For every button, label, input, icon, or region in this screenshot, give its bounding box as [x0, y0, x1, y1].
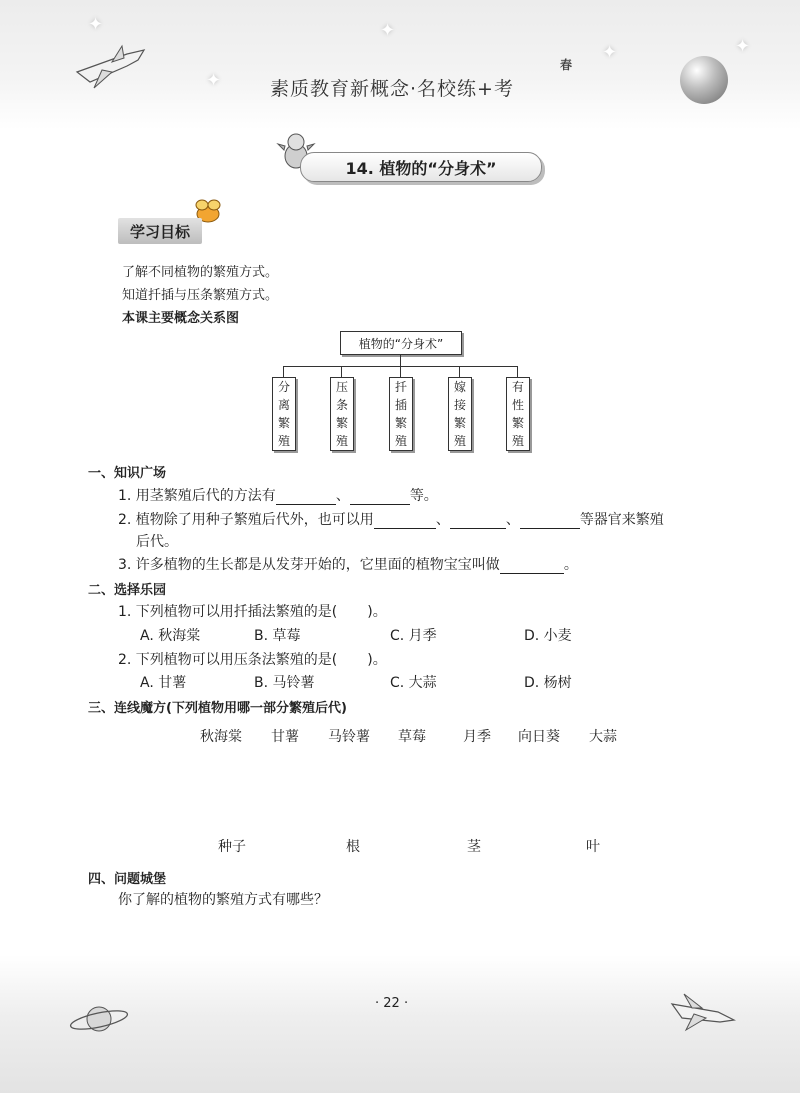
section-heading: 四、问题城堡 — [88, 872, 167, 887]
header-title: 素质教育新概念·名校练+考 — [270, 78, 514, 100]
separator: 、 — [505, 512, 520, 528]
option[interactable]: A. 秋海棠 — [140, 628, 201, 644]
space-shuttle-icon — [668, 990, 740, 1034]
answer-blank[interactable] — [450, 514, 506, 529]
goal-item: 了解不同植物的繁殖方式。 — [122, 265, 279, 280]
plant-item[interactable]: 秋海棠 — [200, 729, 242, 745]
page-number: · 22 · — [375, 996, 409, 1011]
plant-item[interactable]: 月季 — [463, 729, 491, 745]
plant-item[interactable]: 向日葵 — [518, 729, 560, 745]
option[interactable]: D. 小麦 — [524, 628, 572, 644]
plant-part-item[interactable]: 叶 — [586, 839, 600, 855]
answer-blank[interactable] — [374, 514, 436, 529]
connector-line — [341, 366, 342, 377]
connector-line — [400, 354, 401, 366]
planet-icon — [68, 1002, 130, 1036]
open-question: 你了解的植物的繁殖方式有哪些？ — [118, 892, 328, 908]
space-shuttle-icon — [72, 42, 152, 92]
question-text: 1. 用茎繁殖后代的方法有 — [118, 488, 276, 504]
separator: 、 — [335, 488, 350, 504]
star-icon: ✦ — [735, 36, 751, 57]
question-1-2 — [118, 509, 664, 529]
star-icon: ✦ — [206, 70, 222, 91]
question-1-3 — [118, 554, 578, 574]
learning-goals-tag: 学习目标 — [118, 218, 202, 244]
concept-map-leaf: 扦插繁殖 — [389, 377, 413, 451]
star-icon: ✦ — [602, 42, 618, 63]
star-icon: ✦ — [380, 20, 396, 41]
globe-icon — [680, 56, 728, 104]
option[interactable]: C. 大蒜 — [390, 675, 437, 691]
connector-line — [400, 366, 401, 377]
connector-line — [517, 366, 518, 377]
plant-item[interactable]: 马铃薯 — [328, 729, 370, 745]
answer-blank[interactable] — [520, 514, 580, 529]
option[interactable]: C. 月季 — [390, 628, 437, 644]
plant-item[interactable]: 大蒜 — [589, 729, 617, 745]
option[interactable]: A. 甘薯 — [140, 675, 187, 691]
answer-blank[interactable] — [500, 559, 564, 574]
question-1-1 — [118, 485, 438, 505]
question-1-2-cont: 后代。 — [136, 534, 178, 550]
question-text: 2. 下列植物可以用压条法繁殖的是( — [118, 652, 338, 668]
question-2-1 — [118, 601, 387, 621]
separator: 、 — [435, 512, 450, 528]
star-icon: ✦ — [88, 14, 104, 35]
concept-map-leaf: 有性繁殖 — [506, 377, 530, 451]
question-text: 等器官来繁殖 — [579, 512, 664, 528]
option[interactable]: B. 草莓 — [254, 628, 301, 644]
question-text: 1. 下列植物可以用扦插法繁殖的是( — [118, 604, 338, 620]
option[interactable]: D. 杨树 — [524, 675, 572, 691]
concept-map-leaf: 分离繁殖 — [272, 377, 296, 451]
question-text: 等。 — [409, 488, 438, 504]
plant-part-item[interactable]: 茎 — [467, 839, 481, 855]
plant-part-item[interactable]: 种子 — [218, 839, 246, 855]
plant-item[interactable]: 甘薯 — [271, 729, 299, 745]
connector-line — [459, 366, 460, 377]
question-2-2 — [118, 649, 387, 669]
question-text: )。 — [367, 652, 387, 668]
concept-map-leaf: 压条繁殖 — [330, 377, 354, 451]
answer-blank[interactable] — [276, 490, 336, 505]
connector-line — [283, 366, 284, 377]
plant-part-item[interactable]: 根 — [346, 839, 360, 855]
question-text: 。 — [563, 557, 578, 573]
question-text: 3. 许多植物的生长都是从发芽开始的，它里面的植物宝宝叫做 — [118, 557, 500, 573]
concept-map-root: 植物的“分身术” — [340, 331, 462, 355]
concept-map-title: 本课主要概念关系图 — [122, 311, 240, 326]
concept-map-leaf: 嫁接繁殖 — [448, 377, 472, 451]
answer-blank[interactable] — [350, 490, 410, 505]
section-heading: 二、选择乐园 — [88, 583, 167, 598]
lesson-title: 14. 植物的“分身术” — [300, 152, 542, 182]
goal-item: 知道扦插与压条繁殖方式。 — [122, 288, 279, 303]
option[interactable]: B. 马铃薯 — [254, 675, 315, 691]
question-text: 2. 植物除了用种子繁殖后代外，也可以用 — [118, 512, 374, 528]
question-text: )。 — [367, 604, 387, 620]
season-label: 春 — [560, 58, 573, 72]
section-heading: 三、连线魔方(下列植物用哪一部分繁殖后代) — [88, 701, 347, 716]
section-heading: 一、知识广场 — [88, 466, 167, 481]
plant-item[interactable]: 草莓 — [398, 729, 426, 745]
